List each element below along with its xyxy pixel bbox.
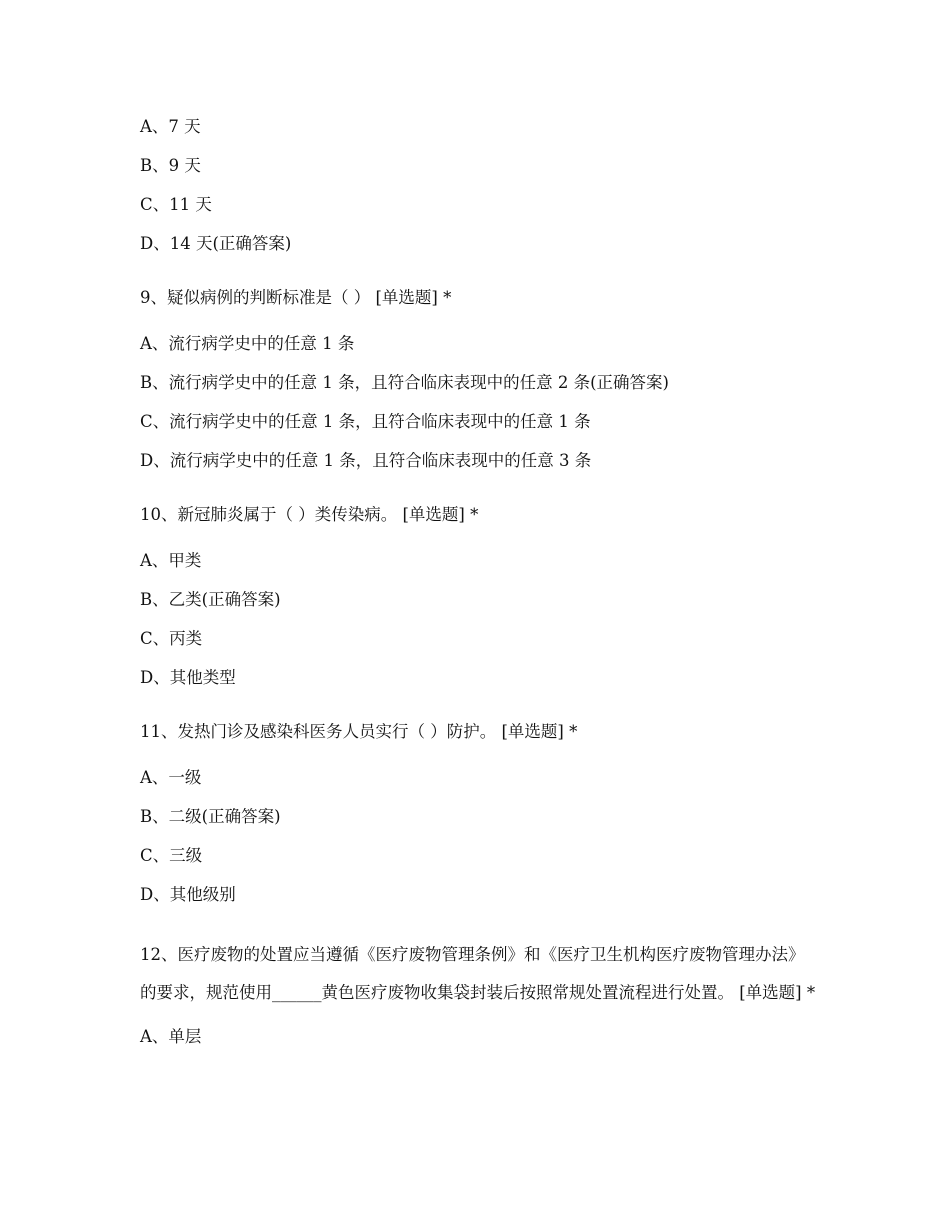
q10-option-a: A、甲类: [140, 551, 202, 570]
q8-option-b: B、9 天: [140, 156, 201, 175]
q11-option-d: D、其他级别: [140, 885, 236, 904]
q9-option-b: B、流行病学史中的任意 1 条，且符合临床表现中的任意 2 条(正确答案): [140, 373, 669, 392]
q11-option-a: A、一级: [140, 768, 202, 787]
q9-option-c: C、流行病学史中的任意 1 条，且符合临床表现中的任意 1 条: [140, 412, 591, 431]
q8-option-c: C、11 天: [140, 195, 212, 214]
q10-option-d: D、其他类型: [140, 668, 236, 687]
q9-option-a: A、流行病学史中的任意 1 条: [140, 334, 355, 353]
q12-question: 12、医疗废物的处置应当遵循《医疗废物管理条例》和《医疗卫生机构医疗废物管理办法》的要求，规范使用______黄色医疗废物收集袋封装后按照常规处置流程进行处置。 [单选题] *: [140, 945, 816, 1002]
quiz-content: [140, 114, 820, 1063]
q12-option-a: A、单层: [140, 1027, 202, 1046]
q11-question: 11、发热门诊及感染科医务人员实行（ ）防护。 [单选题] *: [140, 722, 578, 741]
q11-option-c: C、三级: [140, 846, 203, 865]
q10-question: 10、新冠肺炎属于（ ）类传染病。 [单选题] *: [140, 505, 479, 524]
q9-option-d: D、流行病学史中的任意 1 条，且符合临床表现中的任意 3 条: [140, 451, 592, 470]
q8-option-d: D、14 天(正确答案): [140, 234, 292, 253]
q8-option-a: A、7 天: [140, 117, 201, 136]
q11-option-b: B、二级(正确答案): [140, 807, 281, 826]
q9-question: 9、疑似病例的判断标准是（ ） [单选题] *: [140, 288, 452, 307]
q10-option-b: B、乙类(正确答案): [140, 590, 281, 609]
q10-option-c: C、丙类: [140, 629, 203, 648]
